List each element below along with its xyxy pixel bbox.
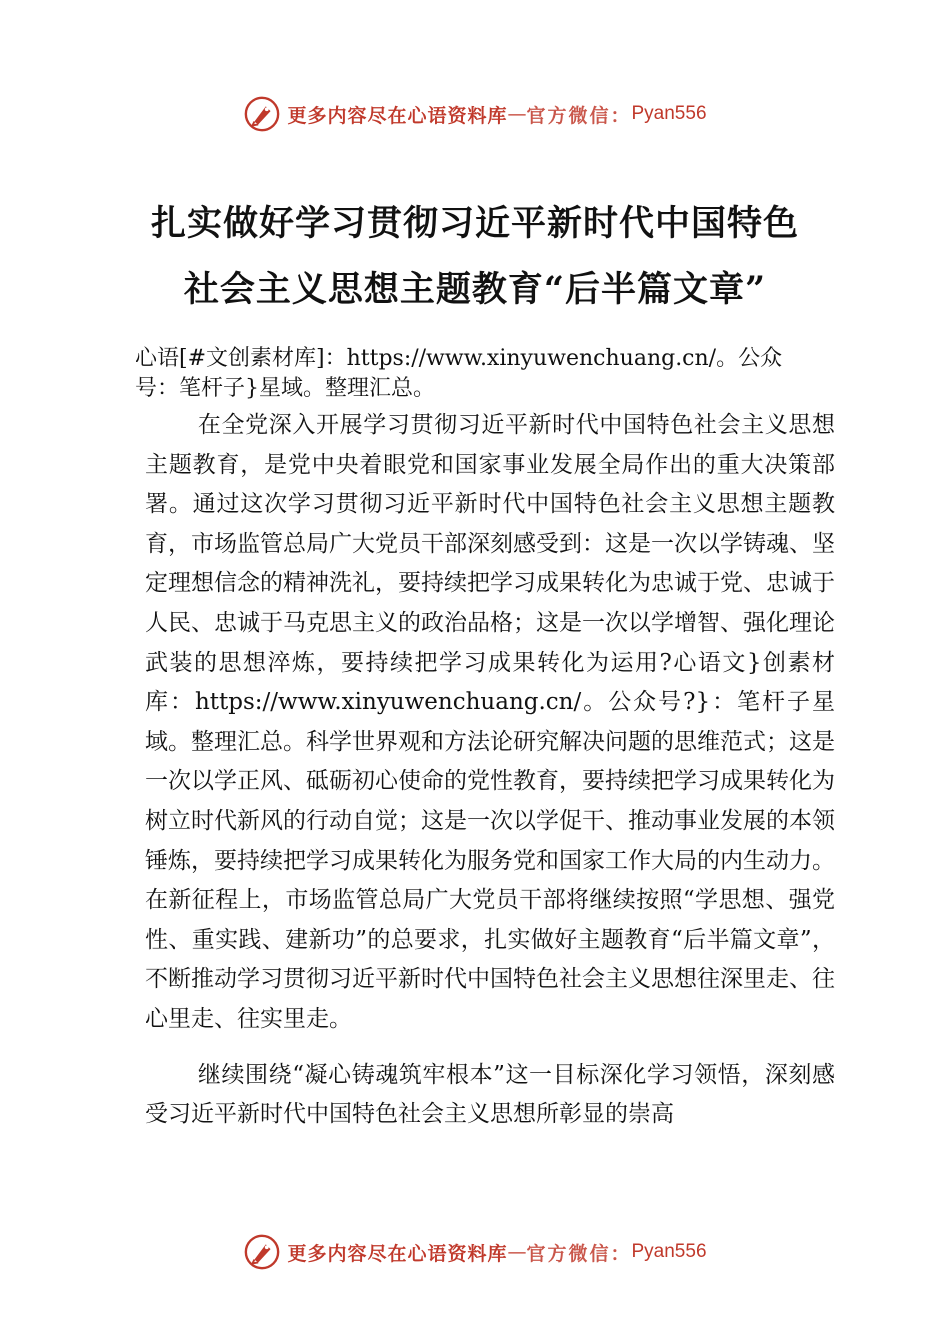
banner-dash: —: [507, 1241, 527, 1263]
wechat-id: Pyan556: [631, 1241, 707, 1262]
footer-banner: [0, 1232, 950, 1272]
document-title-line2: 社会主义思想主题教育“后半篇文章”: [183, 269, 767, 310]
wechat-id: Pyan556: [631, 103, 707, 124]
brand-text: 更多内容尽在心语资料库: [287, 104, 508, 127]
wechat-label: 官方微信：: [526, 1242, 632, 1265]
paragraph-2: 继续围绕“凝心铸魂筑牢根本”这一目标深化学习领悟，深刻感受习近平新时代中国特色社会主义思想所彰显的崇高: [145, 1061, 835, 1128]
pen-nib-logo-icon: [243, 95, 281, 133]
source-line1: 心语[#文创素材库]：https://www.xinyuwenchuang.cn/。公众: [135, 346, 783, 371]
document-body: [145, 406, 835, 1135]
source-line2: 号：笔杆子}星域。整理汇总。: [135, 376, 435, 401]
document-title-line1: 扎实做好学习贯彻习近平新时代中国特色: [150, 203, 799, 244]
pen-nib-logo-icon: [243, 1233, 281, 1271]
wechat-label: 官方微信：: [526, 104, 632, 127]
source-note: [135, 344, 835, 404]
paragraph-1: 在全党深入开展学习贯彻习近平新时代中国特色社会主义思想主题教育，是党中央着眼党和国家事业发展全局作出的重大决策部署。通过这次学习贯彻习近平新时代中国特色社会主义思想主题教育，市场监管总局广大党员干部深刻感受到：这是一次以学铸魂、坚定理想信念的精神洗礼，要持续把学习成果转化为忠诚于党、忠诚于人民、忠诚于马克思主义的政治品格；这是一次以学增智、强化理论武装的思想淬炼，要持续把学习成果转化为运用?心语文}创素材库：https://www.xinyuwenchuang.cn/。公众号?}：笔杆子星域。整理汇总。科学世界观和方法论研究解决问题的思维范式；这是一次以学正风、砥砺初心使命的党性教育，要持续把学习成果转化为树立时代新风的行动自觉；这是一次以学促干、推动事业发展的本领锤炼，要持续把学习成果转化为服务党和国家工作大局的内生动力。 在新征程上，市场监管总局广大党员干部将继续按照“学思想、强党性、重实践、建新功”的总要求，扎实做好主题教育“后半篇文章”，不断推动学习贯彻习近平新时代中国特色社会主义思想往深里走、往心里走、往实里走。: [145, 412, 835, 1032]
brand-text: 更多内容尽在心语资料库: [287, 1242, 508, 1265]
header-banner: [0, 94, 950, 134]
banner-dash: —: [507, 103, 527, 125]
